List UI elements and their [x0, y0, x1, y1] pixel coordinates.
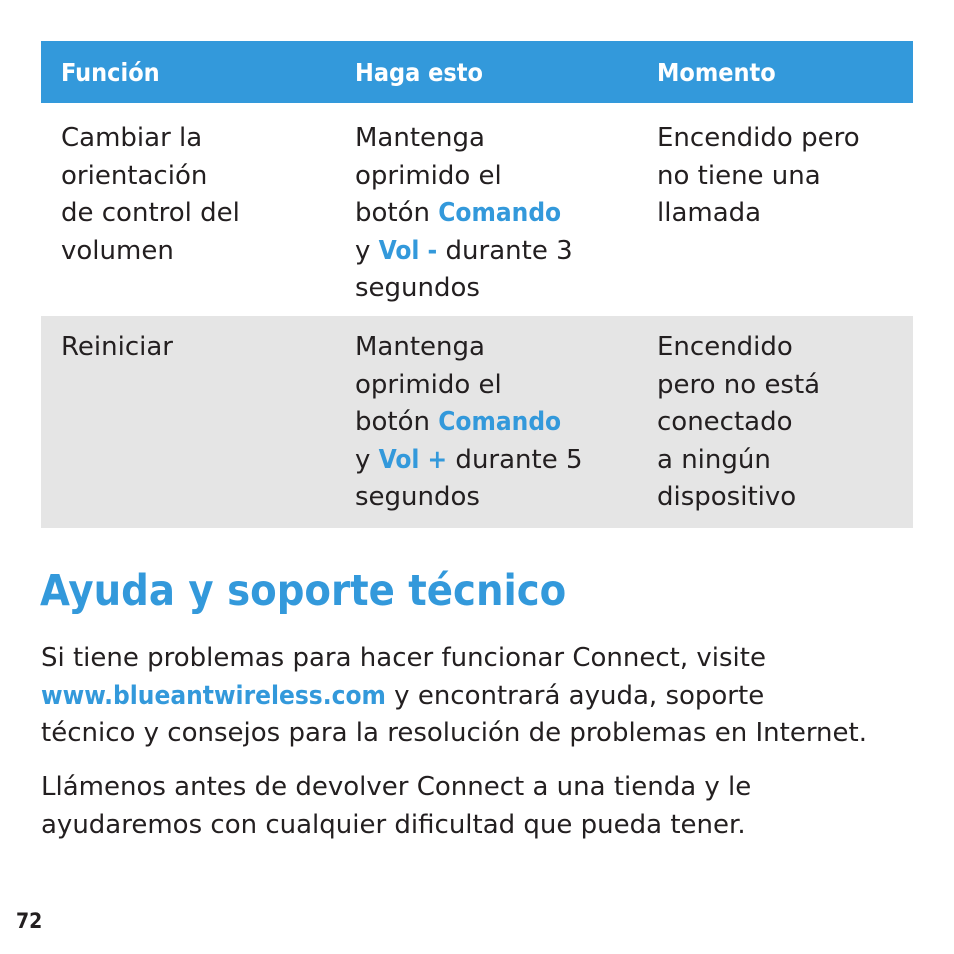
paragraph-text: y encontrará ayuda, soporte [385, 680, 765, 711]
comando-button-name: Comando [438, 198, 562, 228]
haga-line [355, 442, 629, 480]
paragraph-line: Si tiene problemas para hacer funcionar Connect, visite [41, 643, 766, 673]
momento-line: Encendido pero [657, 123, 860, 153]
haga-text: botón [355, 407, 439, 437]
cell-momento [637, 329, 913, 528]
haga-text: durante 3 [437, 235, 573, 266]
function-table [41, 41, 913, 528]
table-row [41, 316, 913, 528]
cell-funcion [41, 329, 335, 528]
header-momento: Momento [657, 58, 776, 87]
cell-haga-esto [335, 329, 637, 528]
momento-line: no tiene una [657, 160, 821, 191]
haga-line: segundos [355, 482, 480, 512]
paragraph-line: ayudaremos con cualquier dificultad que pueda tener. [41, 809, 746, 840]
cell-funcion [41, 120, 335, 316]
funcion-line: orientación [61, 160, 208, 191]
comando-button-name: Comando [438, 407, 562, 437]
haga-text: y [355, 444, 379, 475]
haga-text: durante 5 [447, 444, 583, 475]
vol-minus-button-name: Vol - [378, 235, 438, 266]
haga-line [355, 404, 629, 442]
page-number: 72 [16, 909, 43, 933]
haga-text: botón [355, 198, 439, 228]
cell-momento [637, 120, 913, 316]
haga-line [355, 233, 629, 271]
funcion-line: de control del [61, 198, 240, 228]
momento-line: conectado [657, 407, 793, 437]
momento-line: pero no está [657, 369, 821, 400]
paragraph-line: técnico y consejos para la resolución de problemas en Internet. [41, 718, 867, 749]
vol-plus-button-name: Vol + [378, 444, 448, 475]
haga-text: y [355, 235, 379, 266]
paragraph-line [41, 678, 867, 716]
header-haga-esto: Haga esto [355, 58, 483, 87]
support-paragraph [41, 640, 867, 753]
support-website-link[interactable]: www.blueantwireless.com [41, 680, 386, 711]
table-header-row [41, 41, 913, 103]
haga-line [355, 195, 629, 233]
momento-line: Encendido [657, 332, 793, 362]
haga-line: Mantenga [355, 332, 485, 362]
funcion-line: volumen [61, 235, 174, 266]
momento-line: llamada [657, 198, 762, 228]
momento-line: dispositivo [657, 482, 797, 512]
haga-line: oprimido el [355, 369, 502, 400]
funcion-line: Reiniciar [61, 332, 173, 362]
section-heading: Ayuda y soporte técnico [40, 566, 567, 616]
momento-line: a ningún [657, 444, 771, 475]
paragraph-line: Llámenos antes de devolver Connect a una tienda y le [41, 772, 752, 802]
header-funcion: Función [61, 58, 160, 87]
haga-line: segundos [355, 273, 480, 303]
funcion-line: Cambiar la [61, 123, 203, 153]
cell-haga-esto [335, 120, 637, 316]
table-row [41, 103, 913, 316]
haga-line: oprimido el [355, 160, 502, 191]
haga-line: Mantenga [355, 123, 485, 153]
contact-paragraph [41, 769, 751, 844]
